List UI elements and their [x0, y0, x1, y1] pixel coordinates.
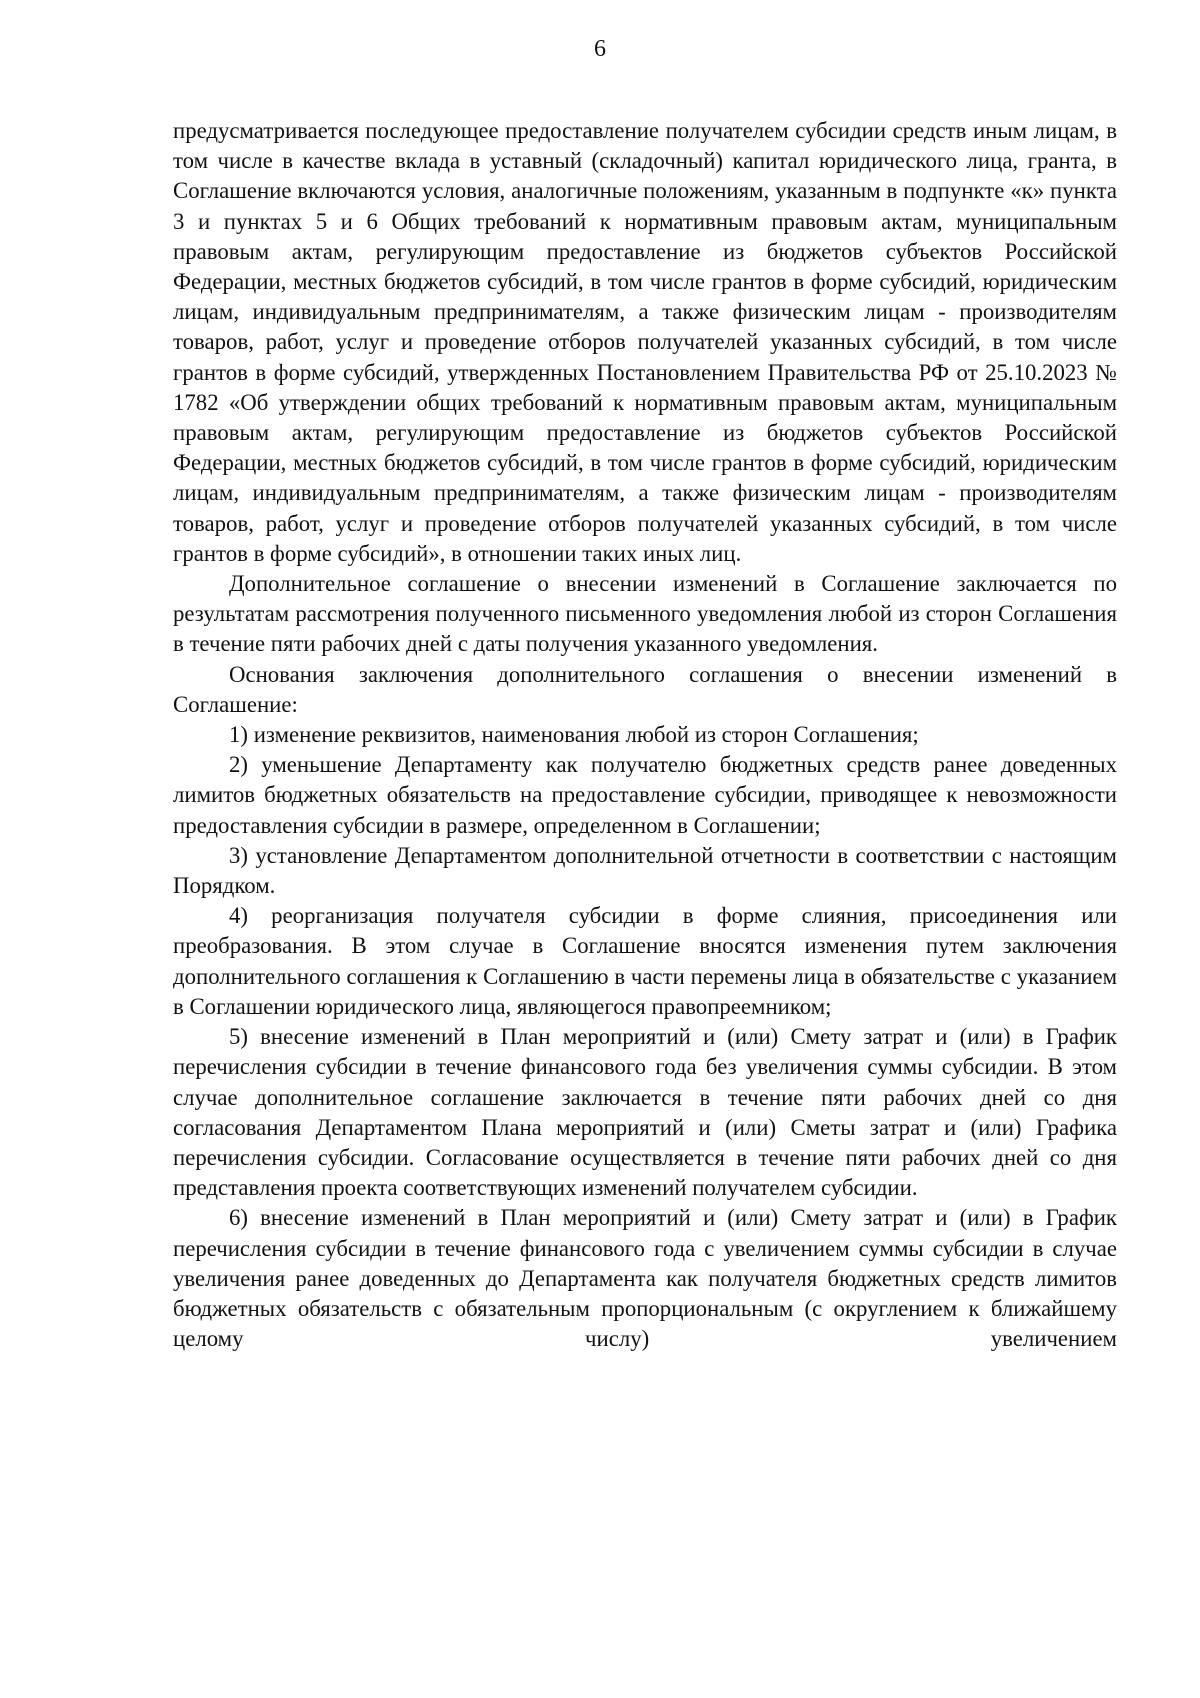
list-item-6: 6) внесение изменений в План мероприятий и (или) Смету затрат и (или) в График перечисления субсидии в течение финансового года с увеличением суммы субсидии в случае увеличения ранее доведенных до Департамента как получателя бюджетных средств лимитов бюджетных обязательств с обязательным пропорциональным (с округлением к ближайшему целому числу) увеличением: [173, 1205, 1117, 1352]
paragraph-grounds-heading: Основания заключения дополнительного соглашения о внесении изменений в Соглашение:: [173, 661, 1117, 717]
paragraph-continuation: предусматривается последующее предоставление получателем субсидии средств иным лицам, в том числе в качестве вклада в уставный (складочный) капитал юридического лица, гранта, в Соглашение включаются условия, аналогичные положениям, указанным в подпункте «к» пункта 3 и пунктах 5 и 6 Общих требований к нормативным правовым актам, муниципальным правовым актам, регулирующим предоставление из бюджетов субъектов Российской Федерации, местных бюджетов субсидий, в том числе грантов в форме субсидий, юридическим лицам, индивидуальным предпринимателям, а также физическим лицам - производителям товаров, работ, услуг и проведение отборов получателей указанных субсидий, в том числе грантов в форме субсидий, утвержденных Постановлением Правительства РФ от 25.10.2023 № 1782 «Об утверждении общих требований к нормативным правовым актам, муниципальным правовым актам, регулирующим предоставление из бюджетов субъектов Российской Федерации, местных бюджетов субсидий, в том числе грантов в форме субсидий, юридическим лицам, индивидуальным предпринимателям, а также физическим лицам - производителям товаров, работ, услуг и проведение отборов получателей указанных субсидий, в том числе грантов в форме субсидий», в отношении таких иных лиц.: [173, 118, 1117, 566]
paragraph-additional-agreement: Дополнительное соглашение о внесении изменений в Соглашение заключается по результатам рассмотрения полученного письменного уведомления любой из сторон Соглашения в течение пяти рабочих дней с даты получения указанного уведомления.: [173, 571, 1117, 657]
document-body: [173, 116, 1117, 1354]
list-item-4: 4) реорганизация получателя субсидии в форме слияния, присоединения или преобразования. В этом случае в Соглашение вносятся изменения путем заключения дополнительного соглашения к Соглашению в части перемены лица в обязательстве с указанием в Соглашении юридического лица, являющегося правопреемником;: [173, 903, 1117, 1019]
list-item-3: 3) установление Департаментом дополнительной отчетности в соответствии с настоящим Порядком.: [173, 842, 1117, 899]
page-number: 6: [594, 36, 606, 62]
list-item-2: 2) уменьшение Департаменту как получателю бюджетных средств ранее доведенных лимитов бюджетных обязательств на предоставление субсидии, приводящее к невозможности предоставления субсидии в размере, определенном в Соглашении;: [173, 752, 1117, 838]
list-item-5: 5) внесение изменений в План мероприятий и (или) Смету затрат и (или) в График перечисления субсидии в течение финансового года без увеличения суммы субсидии. В этом случае дополнительное соглашение заключается в течение пяти рабочих дней со дня согласования Департаментом Плана мероприятий и (или) Сметы затрат и (или) Графика перечисления субсидии. Согласование осуществляется в течение пяти рабочих дней со дня представления проекта соответствующих изменений получателем субсидии.: [173, 1024, 1117, 1201]
list-item-1: 1) изменение реквизитов, наименования любой из сторон Соглашения;: [229, 722, 919, 748]
